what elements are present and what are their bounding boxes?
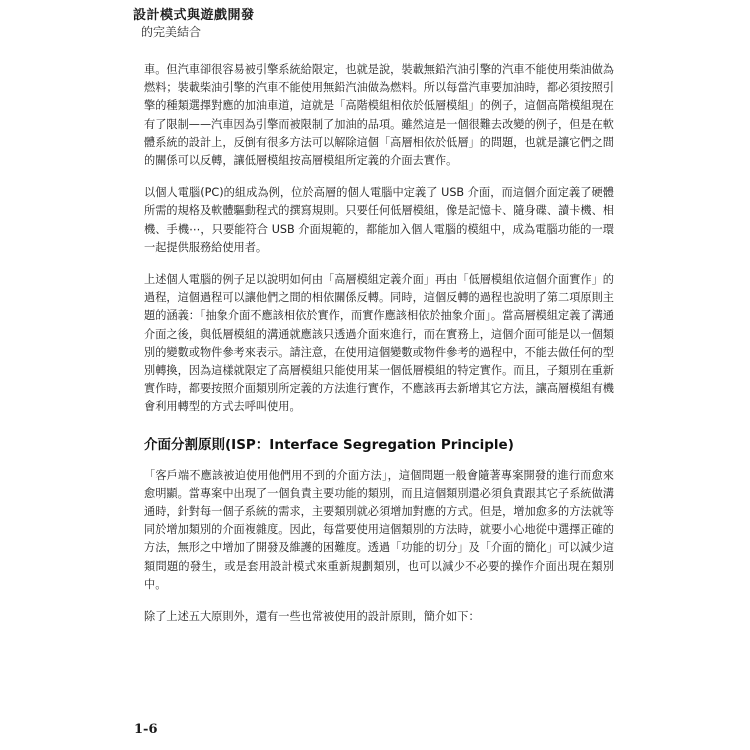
- paragraph-isp-explanation: 「客戶端不應該被迫使用他們用不到的介面方法」，這個問題一般會隨著專案開發的進行而愈來愈明顯。當專案中出現了一個負責主要功能的類別，而且這個類別還必須負責跟其它子系統做溝通時，針對每一個子系統的需求，主要類別就必須增加對應的方式。但是，增加愈多的方法就等同於增加類別的介面複雜度。因此，每當要使用這個類別的方法時，就要小心地從中選擇正確的方法，無形之中增加了開發及維護的困難度。透過「功能的切分」及「介面的簡化」可以減少這類問題的發生，或是套用設計模式來重新規劃類別，也可以減少不必要的操作介面出現在類別中。: [144, 468, 614, 591]
- running-header: [133, 7, 613, 40]
- paragraph-pc-usb-example: 以個人電腦(PC)的組成為例，位於高層的個人電腦中定義了 USB 介面，而這個介面定義了硬體所需的規格及軟體驅動程式的撰寫規則。只要任何低層模組，像是記憶卡、隨身碟、讀卡機、相機、手機⋯，只要能符合 USB 介面規範的，都能加入個人電腦的模組中，成為電腦功能的一環一起提供服務給使用者。: [144, 186, 614, 254]
- page-number: 1-6: [134, 722, 158, 737]
- paragraph-dip-explanation: 上述個人電腦的例子足以說明如何由「高層模組定義介面」再由「低層模組依這個介面實作」的過程，這個過程可以讓他們之間的相依關係反轉。同時，這個反轉的過程也說明了第二項原則主題的涵義：「抽象介面不應該相依於實作，而實作應該相依於抽象介面」。當高層模組定義了溝通介面之後，與低層模組的溝通就應該只透過介面來進行，而在實務上，這個介面可能是以一個類別的變數或物件參考來表示。請注意，在使用這個變數或物件參考的過程中，不能去做任何的型別轉換，因為這樣就限定了高層模組只能使用某一個低層模組的特定實作。而且，子類別在重新實作時，都要按照介面類別所定義的方法進行實作，不應該再去新增其它方法，讓高層模組有機會利用轉型的方式去呼叫使用。: [144, 273, 614, 414]
- book-title: 設計模式與遊戲開發: [133, 8, 255, 23]
- paragraph-other-principles-intro: 除了上述五大原則外，還有一些也常被使用的設計原則，簡介如下：: [144, 610, 480, 624]
- paragraph-dip-car-example: 車。但汽車卻很容易被引擎系統給限定，也就是說，裝載無鉛汽油引擎的汽車不能使用柴油做為燃料；裝載柴油引擎的汽車不能使用無鉛汽油做為燃料。所以每當汽車要加油時，都必須按照引擎的種類選擇對應的加油車道，這就是「高階模組相依於低層模組」的例子，這個高階模組現在有了限制——汽車因為引擎而被限制了加油的品項。雖然這是一個很難去改變的例子，但是在軟體系統的設計上，反倒有很多方法可以解除這個「高層相依於低層」的問題，也就是讓它們之間的關係可以反轉，讓低層模組按高層模組所定義的介面去實作。: [144, 63, 614, 168]
- page-body: [144, 61, 614, 626]
- section-heading-isp: 介面分割原則(ISP：Interface Segregation Principle): [144, 436, 514, 453]
- book-subtitle: 的完美結合: [141, 25, 202, 39]
